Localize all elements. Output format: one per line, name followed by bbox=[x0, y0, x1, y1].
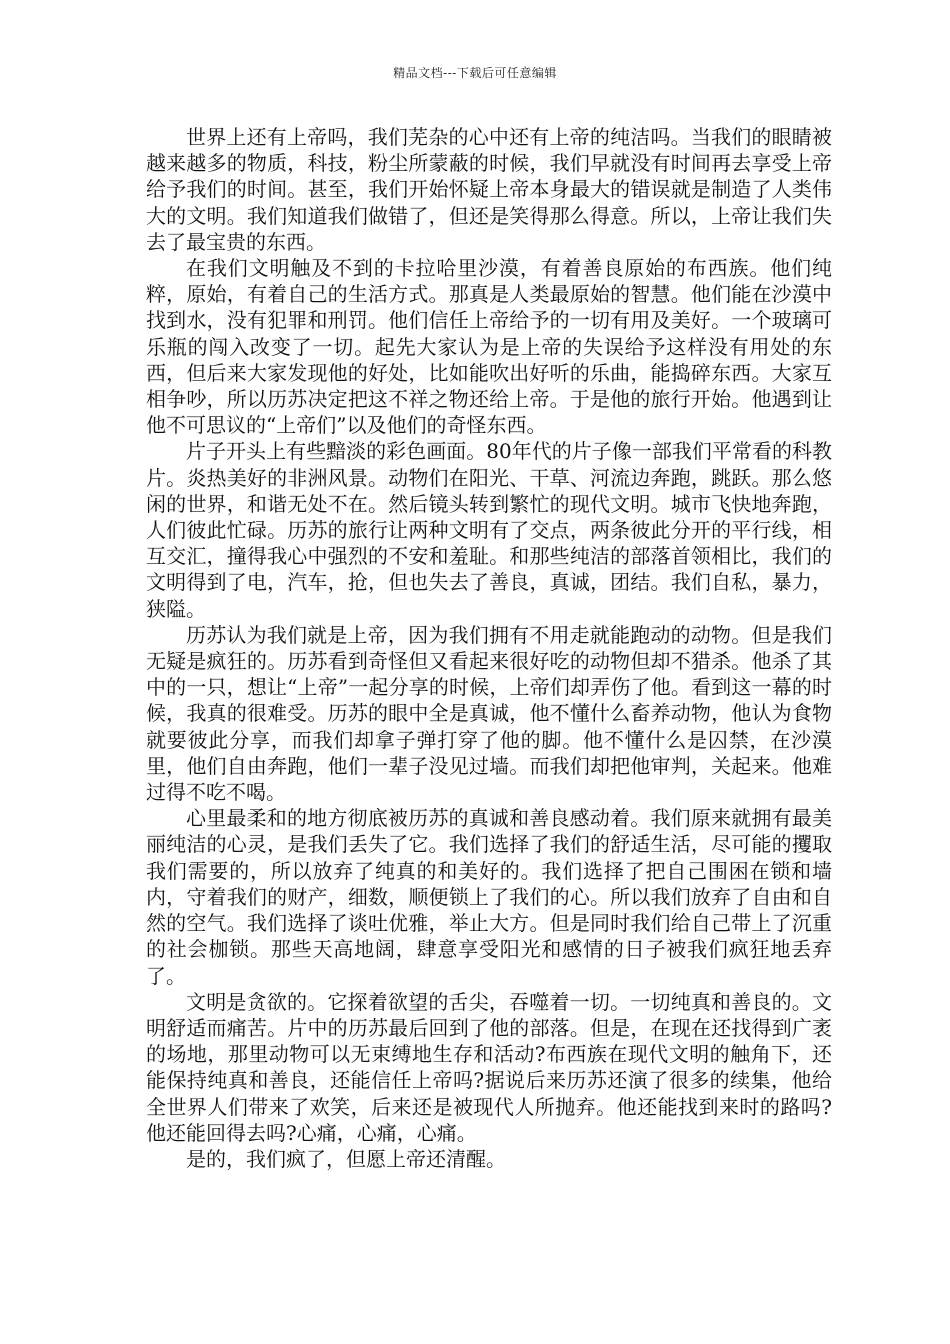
paragraph: 文明是贪欲的。它探着欲望的舌尖，吞噬着一切。一切纯真和善良的。文明舒适而痛苦。片中的历苏最后回到了他的部落。但是，在现在还找得到广袤的场地，那里动物可以无束缚地生存和活动?布西族在现代文明的触角下，还能保持纯真和善良，还能信任上帝吗?据说后来历苏还演了很多的续集，他给全世界人们带来了欢笑，后来还是被现代人所抛弃。他还能找到来时的路吗?他还能回得去吗?心痛，心痛，心痛。 bbox=[146, 989, 832, 1145]
page-header: 精品文档---下载后可任意编辑 bbox=[393, 66, 557, 80]
paragraph: 历苏认为我们就是上帝，因为我们拥有不用走就能跑动的动物。但是我们无疑是疯狂的。历苏看到奇怪但又看起来很好吃的动物但却不猎杀。他杀了其中的一只，想让“上帝”一起分享的时候，上帝们却弄伤了他。看到这一幕的时候，我真的很难受。历苏的眼中全是真诚，他不懂什么畜养动物，他认为食物就要彼此分享，而我们却拿子弹打穿了他的脚。他不懂什么是囚禁，在沙漠里，他们自由奔跑，他们一辈子没见过墙。而我们却把他审判，关起来。他难过得不吃不喝。 bbox=[146, 622, 832, 805]
paragraph: 在我们文明触及不到的卡拉哈里沙漠，有着善良原始的布西族。他们纯粹，原始，有着自己的生活方式。那真是人类最原始的智慧。他们能在沙漠中找到水，没有犯罪和刑罚。他们信任上帝给予的一切有用及美好。一个玻璃可乐瓶的闯入改变了一切。起先大家认为是上帝的失误给予这样没有用处的东西，但后来大家发现他的好处，比如能吹出好听的乐曲，能捣碎东西。大家互相争吵，所以历苏决定把这不祥之物还给上帝。于是他的旅行开始。他遇到让他不可思议的“上帝们”以及他们的奇怪东西。 bbox=[146, 256, 832, 438]
article-body bbox=[146, 124, 832, 1172]
paragraph: 片子开头上有些黯淡的彩色画面。80年代的片子像一部我们平常看的科教片。炎热美好的非洲风景。动物们在阳光、干草、河流边奔跑，跳跃。那么悠闲的世界，和谐无处不在。然后镜头转到繁忙的现代文明。城市飞快地奔跑，人们彼此忙碌。历苏的旅行让两种文明有了交点，两条彼此分开的平行线，相互交汇，撞得我心中强烈的不安和羞耻。和那些纯洁的部落首领相比，我们的文明得到了电，汽车，抢，但也失去了善良，真诚，团结。我们自私，暴力，狭隘。 bbox=[146, 439, 832, 621]
paragraph: 世界上还有上帝吗，我们芜杂的心中还有上帝的纯洁吗。当我们的眼睛被越来越多的物质，科技，粉尘所蒙蔽的时候，我们早就没有时间再去享受上帝给予我们的时间。甚至，我们开始怀疑上帝本身最大的错误就是制造了人类伟大的文明。我们知道我们做错了，但还是笑得那么得意。所以，上帝让我们失去了最宝贵的东西。 bbox=[146, 125, 832, 254]
paragraph: 是的，我们疯了，但愿上帝还清醒。 bbox=[186, 1146, 506, 1171]
paragraph: 心里最柔和的地方彻底被历苏的真诚和善良感动着。我们原来就拥有最美丽纯洁的心灵，是我们丢失了它。我们选择了我们的舒适生活，尽可能的攫取我们需要的，所以放弃了纯真的和美好的。我们选择了把自己围困在锁和墙内，守着我们的财产，细数，顺便锁上了我们的心。所以我们放弃了自由和自然的空气。我们选择了谈吐优雅，举止大方。但是同时我们给自己带上了沉重的社会枷锁。那些天高地阔，肆意享受阳光和感情的日子被我们疯狂地丢弃了。 bbox=[146, 806, 832, 988]
